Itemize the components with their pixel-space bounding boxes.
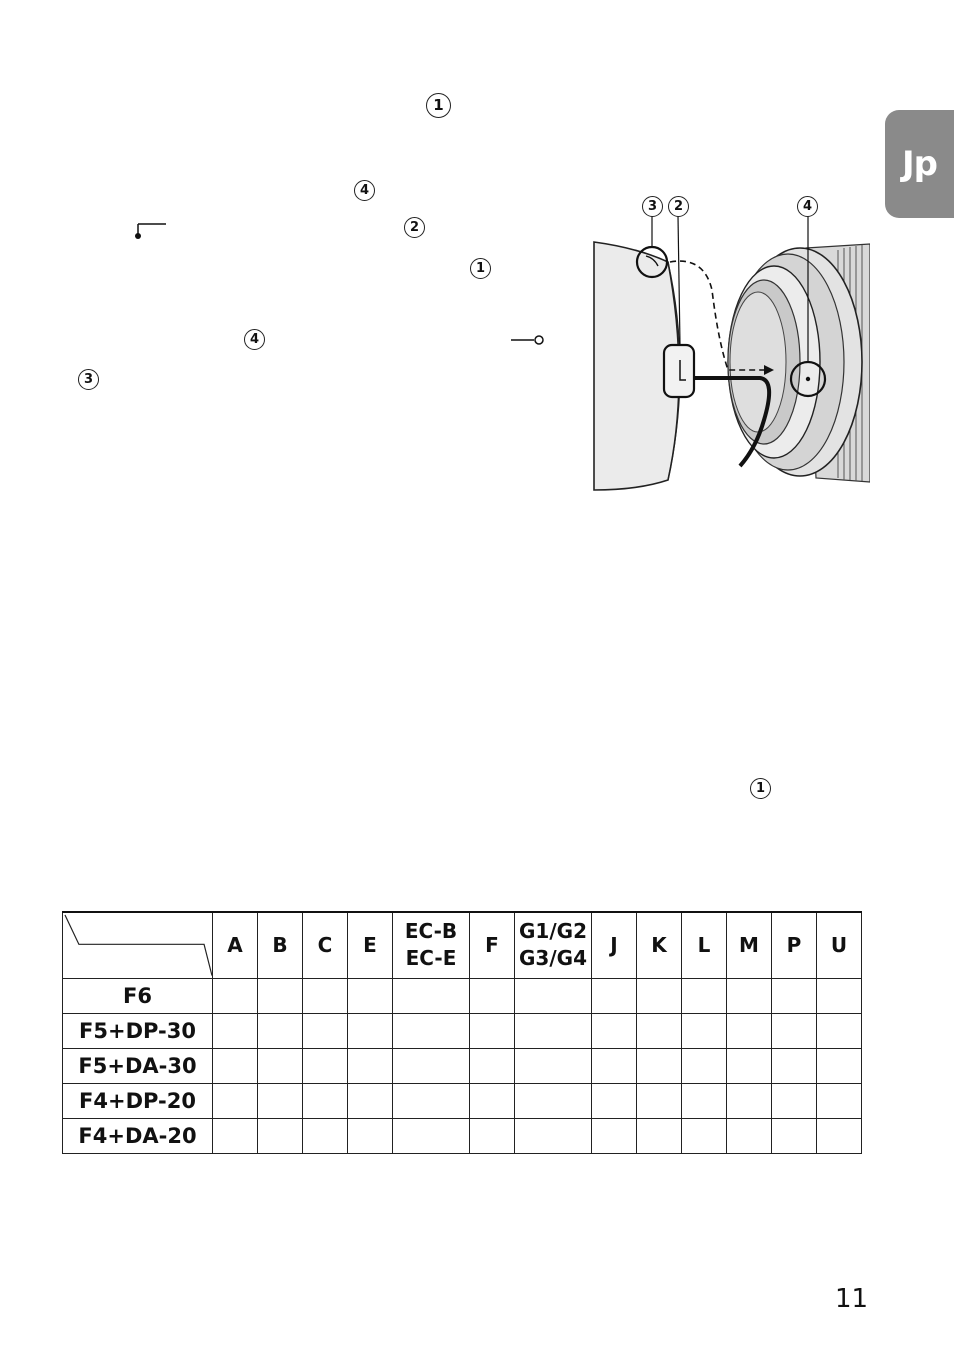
- column-header: A: [213, 912, 258, 978]
- table-row: [63, 1048, 862, 1083]
- step-marker-1: 1: [470, 258, 491, 279]
- step-marker-3: 3: [78, 369, 99, 390]
- column-header-line: G3/G4: [519, 946, 587, 971]
- column-header: C: [303, 912, 348, 978]
- language-tab: Jp: [885, 110, 954, 218]
- table-row: [63, 1013, 862, 1048]
- step-marker-1: 1: [426, 93, 451, 118]
- table-row: [63, 978, 862, 1013]
- column-header: M: [727, 912, 772, 978]
- column-header: [515, 912, 592, 978]
- column-header-line: G1/G2: [519, 919, 587, 944]
- column-header: F: [470, 912, 515, 978]
- figure-label-2: 2: [668, 196, 689, 217]
- hood-index-symbol-icon: [133, 222, 167, 240]
- column-header: L: [682, 912, 727, 978]
- column-header: U: [817, 912, 862, 978]
- column-header-line: EC-B: [404, 919, 458, 944]
- row-header: F4+DA-20: [63, 1118, 213, 1153]
- column-header-line: EC-E: [405, 946, 457, 971]
- table-row: [63, 1083, 862, 1118]
- column-header: P: [772, 912, 817, 978]
- step-marker-4: 4: [354, 180, 375, 201]
- column-header: [393, 912, 470, 978]
- focusing-screen-compatibility-table: [62, 911, 862, 1154]
- step-marker-2: 2: [404, 217, 425, 238]
- figure-label-3: 3: [642, 196, 663, 217]
- table-row: [63, 1118, 862, 1153]
- row-header: F5+DP-30: [63, 1013, 213, 1048]
- step-marker-1: 1: [750, 778, 771, 799]
- column-header: K: [637, 912, 682, 978]
- row-header: F6: [63, 978, 213, 1013]
- column-header: J: [592, 912, 637, 978]
- figure-label-4: 4: [797, 196, 818, 217]
- column-header: E: [348, 912, 393, 978]
- table-corner-cell: [63, 912, 213, 978]
- table-header-row: [63, 912, 862, 978]
- page-number: 11: [835, 1284, 869, 1314]
- row-header: F5+DA-30: [63, 1048, 213, 1083]
- corner-slash-icon: [63, 913, 212, 978]
- hood-attachment-illustration: [588, 190, 870, 495]
- step-marker-4: 4: [244, 329, 265, 350]
- lens-index-symbol-icon: [510, 333, 546, 347]
- row-header: F4+DP-20: [63, 1083, 213, 1118]
- column-header: B: [258, 912, 303, 978]
